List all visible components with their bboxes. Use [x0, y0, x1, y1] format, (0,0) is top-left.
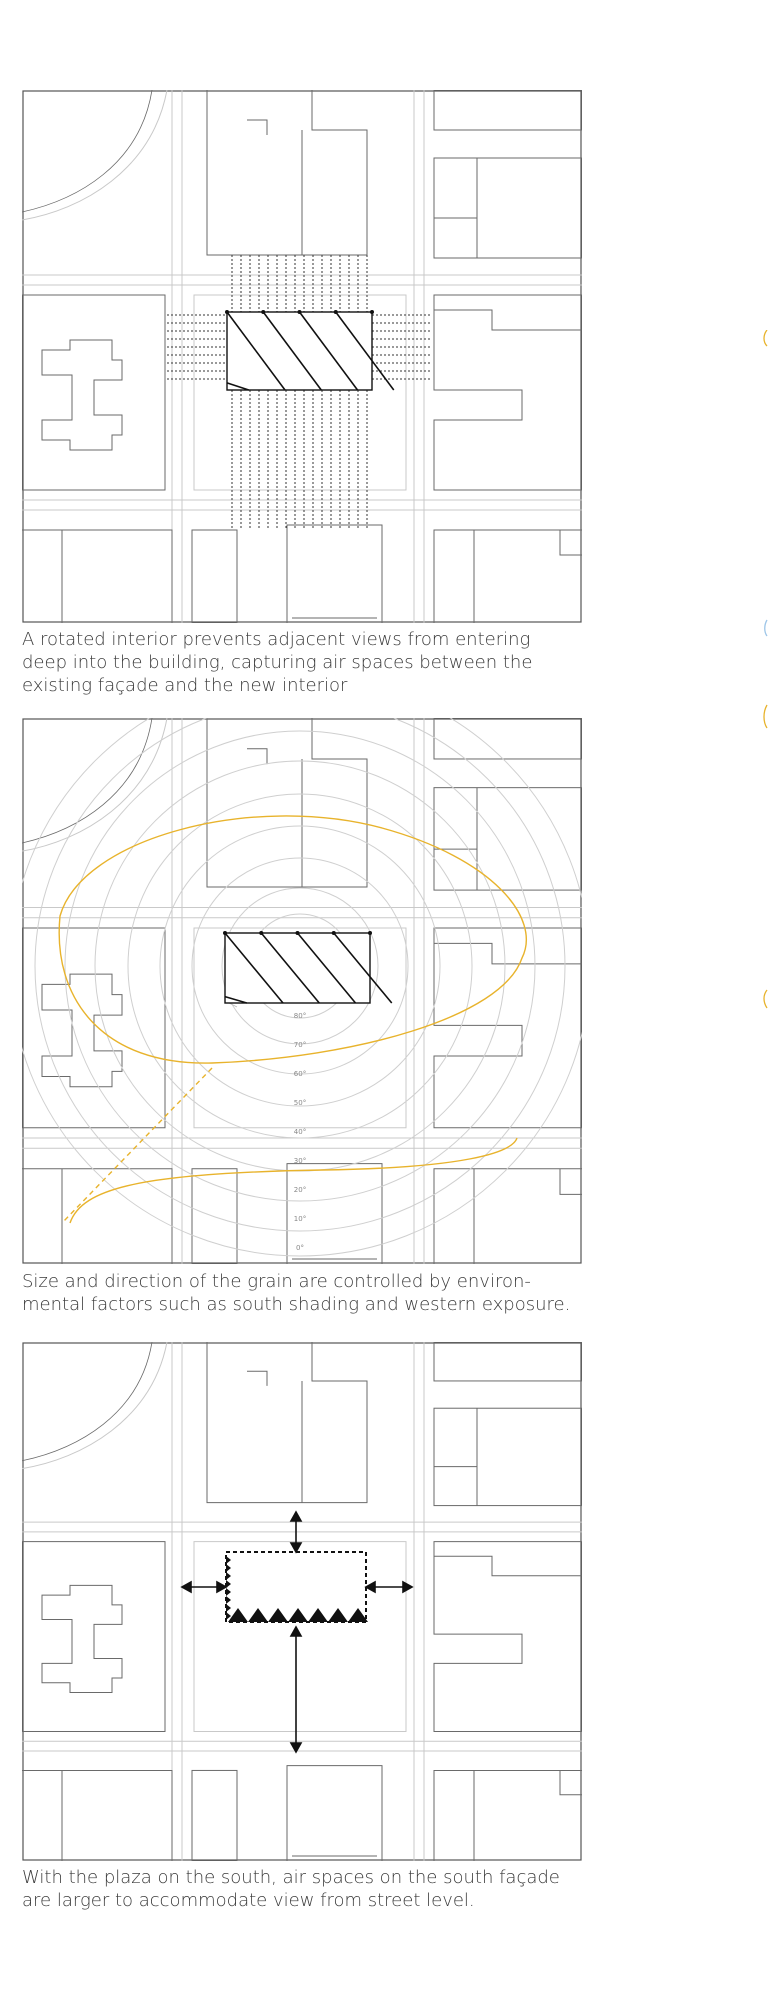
north-view-lines [232, 255, 367, 312]
altitude-label: 60° [293, 1070, 307, 1078]
west-tooth [226, 1596, 231, 1604]
altitude-label: 40° [293, 1128, 307, 1136]
altitude-label: 20° [293, 1186, 307, 1194]
view-arrows [182, 1512, 412, 1752]
west-tooth [226, 1612, 231, 1620]
altitude-labels [294, 1012, 306, 1252]
altitude-label: 80° [293, 1012, 307, 1020]
east-view-lines [372, 315, 432, 379]
caption-3: With the plaza on the south, air spaces on the south façade are larger to accommodate view from street level. [22, 1867, 560, 1911]
interior-outline [225, 933, 370, 1003]
caption-2: Size and direction of the grain are controlled by environ- mental factors such as south shading and western exposure. [22, 1271, 571, 1315]
cropped-sun-marks [755, 330, 768, 1030]
west-tooth [226, 1604, 231, 1612]
sawtooth-tooth [288, 1608, 308, 1622]
grain-node [370, 310, 374, 314]
grain-node [368, 931, 372, 935]
west-tooth [226, 1588, 231, 1596]
west-tooth [226, 1564, 231, 1572]
sawtooth-tooth [268, 1608, 288, 1622]
sawtooth-tooth [328, 1608, 348, 1622]
winter-sun-path [70, 1138, 517, 1223]
sun-azimuth-line [62, 1068, 212, 1223]
caption-1: A rotated interior prevents adjacent views from entering deep into the building, capturing air spaces between the existing façade and the new interior [22, 629, 533, 696]
altitude-label: 10° [293, 1215, 307, 1223]
diagram-plaza-south [22, 1342, 582, 1861]
altitude-label: 50° [293, 1099, 307, 1107]
city-block-base [22, 1342, 582, 1861]
west-tooth [226, 1556, 231, 1564]
altitude-label: 0° [296, 1244, 304, 1252]
site-plan-2 [22, 718, 582, 1264]
sawtooth-tooth [248, 1608, 268, 1622]
west-view-lines [167, 315, 227, 379]
diagram-rotated-interior [22, 90, 582, 623]
site-plan-1 [22, 90, 582, 623]
altitude-label: 30° [293, 1157, 307, 1165]
west-tooth [226, 1572, 231, 1580]
site-plan-3 [22, 1342, 582, 1861]
sawtooth-tooth [228, 1608, 248, 1622]
sawtooth-tooth [308, 1608, 328, 1622]
diagram-sun-grain [22, 718, 582, 1264]
interior-outline [227, 312, 372, 390]
rotated-interior-grain [225, 310, 394, 390]
south-view-lines [232, 390, 367, 530]
sun-paths [59, 816, 526, 1223]
south-sawtooth [226, 1556, 368, 1622]
altitude-label: 70° [293, 1041, 307, 1049]
view-lines [167, 255, 432, 530]
rotated-interior-grain [223, 931, 392, 1007]
